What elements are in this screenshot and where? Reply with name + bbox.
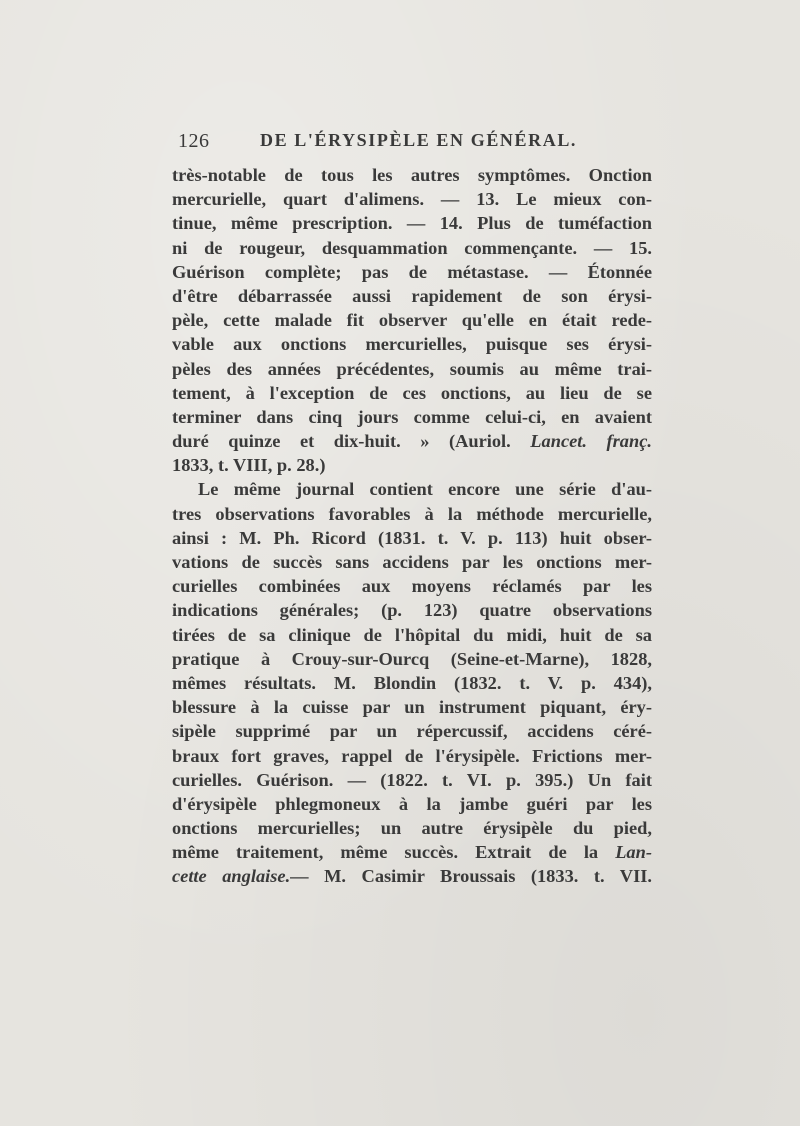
- text-line: vations de succès sans accidens par les onctions mer-: [172, 552, 652, 572]
- text-line: sipèle supprimé par un répercussif, accidens céré-: [172, 721, 652, 742]
- italic-citation: Lan-: [615, 842, 652, 863]
- running-title: DE L'ÉRYSIPÈLE EN GÉNÉRAL.: [260, 130, 578, 150]
- body-text: [172, 163, 652, 889]
- text-segment: même traitement, même succès. Extrait de la: [172, 842, 616, 863]
- text-line: ainsi : M. Ph. Ricord (1831. t. V. p. 113) huit obser-: [172, 527, 652, 548]
- text-line: mêmes résultats. M. Blondin (1832. t. V. p. 434),: [172, 672, 652, 693]
- text-line: indications générales; (p. 123) quatre observations: [172, 600, 652, 621]
- text-line: d'érysipèle phlegmoneux à la jambe guéri par les: [172, 793, 652, 814]
- text-line: ni de rougeur, desquammation commençante. — 15.: [172, 237, 652, 258]
- text-line: très-notable de tous les autres symptômes. Onction: [172, 165, 652, 185]
- text-line: tement, à l'exception de ces onctions, au lieu de se: [172, 382, 652, 403]
- text-line: terminer dans cinq jours comme celui-ci, en avaient: [172, 406, 652, 427]
- text-line: braux fort graves, rappel de l'érysipèle. Frictions mer-: [172, 745, 652, 766]
- page-number: 126: [178, 130, 210, 152]
- page-header: [168, 130, 652, 156]
- text-line: tinue, même prescription. — 14. Plus de tuméfaction: [172, 213, 652, 234]
- text-line: 1833, t. VIII, p. 28.): [172, 455, 326, 476]
- text-line: tres observations favorables à la méthode mercurielle,: [172, 503, 652, 524]
- text-line: pèles des années précédentes, soumis au même trai-: [172, 358, 652, 379]
- text-line: d'être débarrassée aussi rapidement de son érysi-: [172, 285, 652, 306]
- text-line: vable aux onctions mercurielles, puisque ses érysi-: [172, 334, 652, 355]
- text-line: Guérison complète; pas de métastase. — Étonnée: [172, 261, 652, 282]
- text-line: curielles combinées aux moyens réclamés par les: [172, 576, 652, 597]
- text-segment: duré quinze et dix-huit. » (Auriol.: [172, 431, 531, 452]
- text-segment: — M. Casimir Broussais (1833. t. VII.: [290, 866, 652, 887]
- text-line: pratique à Crouy-sur-Ourcq (Seine-et-Marne), 1828,: [172, 648, 652, 669]
- text-line: curielles. Guérison. — (1822. t. VI. p. 395.) Un fait: [172, 769, 652, 790]
- paragraph-start-line: Le même journal contient encore une série d'au-: [198, 479, 652, 500]
- text-line: pèle, cette malade fit observer qu'elle en était rede-: [172, 310, 652, 331]
- text-line: tirées de sa clinique de l'hôpital du midi, huit de sa: [172, 624, 652, 645]
- italic-citation: cette anglaise.: [172, 866, 291, 887]
- text-line-with-citation: [172, 429, 652, 453]
- text-line-with-citation: [172, 840, 652, 864]
- text-line: blessure à la cuisse par un instrument piquant, éry-: [172, 697, 652, 718]
- text-line: onctions mercurielles; un autre érysipèle du pied,: [172, 818, 652, 839]
- italic-citation: Lancet. franç.: [530, 431, 652, 452]
- text-line: mercurielle, quart d'alimens. — 13. Le mieux con-: [172, 189, 652, 210]
- text-line-with-citation: [172, 864, 652, 888]
